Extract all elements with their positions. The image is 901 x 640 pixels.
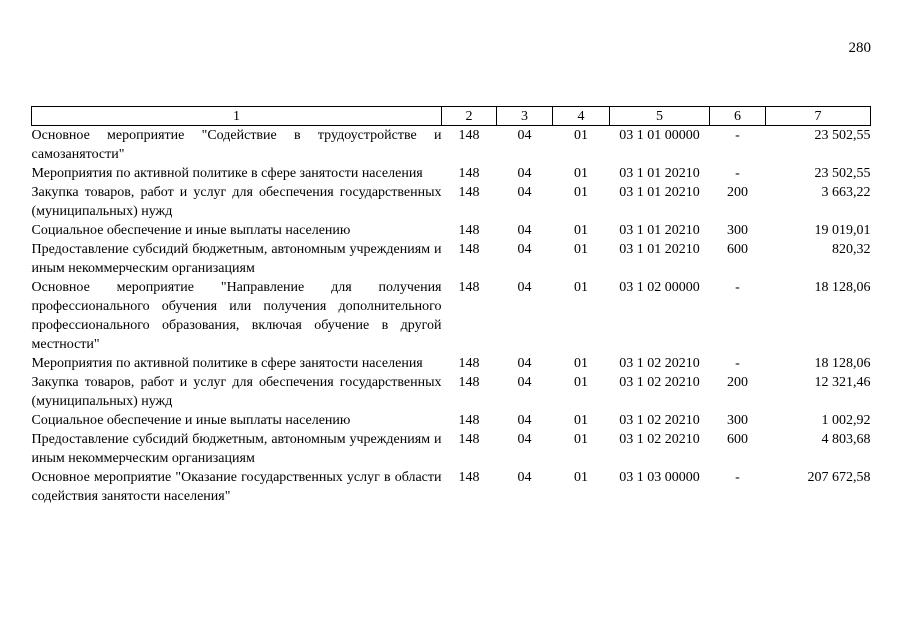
row-vr-cell: 200	[727, 375, 748, 390]
column-header: 4	[553, 107, 610, 126]
row-name-cell: Основное мероприятие "Оказание государственных услуг в области содействия занятости населения"	[31, 470, 442, 504]
row-rz-cell: 04	[517, 432, 532, 447]
row-sum-cell: 23 502,55	[814, 128, 871, 143]
column-header: 3	[497, 107, 553, 126]
table-row	[32, 240, 871, 278]
row-pr-cell: 01	[574, 413, 588, 428]
budget-table	[31, 106, 871, 506]
table-row	[32, 183, 871, 221]
column-header: 2	[442, 107, 497, 126]
row-sum-cell: 820,32	[832, 242, 871, 257]
row-pr-cell: 01	[574, 128, 588, 143]
row-vr-cell: -	[735, 356, 740, 371]
row-rz-cell: 04	[517, 375, 532, 390]
row-vr-cell: -	[735, 166, 740, 181]
row-vr-cell: -	[735, 470, 740, 485]
row-ved-cell: 148	[458, 280, 480, 295]
row-sum-cell: 3 663,22	[821, 185, 871, 200]
column-header: 1	[32, 107, 442, 126]
row-ved-cell: 148	[458, 242, 480, 257]
row-ved-cell: 148	[458, 128, 480, 143]
row-sum-cell: 23 502,55	[814, 166, 871, 181]
row-csr-cell: 03 1 02 20210	[619, 356, 700, 371]
row-csr-cell: 03 1 02 20210	[619, 413, 700, 428]
row-ved-cell: 148	[458, 223, 480, 238]
row-ved-cell: 148	[458, 185, 480, 200]
row-ved-cell: 148	[458, 375, 480, 390]
row-rz-cell: 04	[517, 185, 532, 200]
table-row	[32, 411, 871, 430]
row-name-cell: Предоставление субсидий бюджетным, автономным учреждениям и иным некоммерческим организациям	[31, 432, 442, 466]
row-pr-cell: 01	[574, 356, 588, 371]
row-vr-cell: 300	[727, 223, 748, 238]
row-rz-cell: 04	[517, 356, 532, 371]
table-row	[32, 430, 871, 468]
row-vr-cell: 600	[727, 432, 748, 447]
row-csr-cell: 03 1 01 20210	[619, 166, 700, 181]
row-name-cell: Мероприятия по активной политике в сфере занятости населения	[31, 356, 423, 371]
row-name-cell: Предоставление субсидий бюджетным, автономным учреждениям и иным некоммерческим организациям	[31, 242, 442, 276]
row-vr-cell: 200	[727, 185, 748, 200]
row-csr-cell: 03 1 01 20210	[619, 223, 700, 238]
row-ved-cell: 148	[458, 470, 480, 485]
column-header: 7	[766, 107, 871, 126]
row-rz-cell: 04	[517, 280, 532, 295]
row-csr-cell: 03 1 01 20210	[619, 242, 700, 257]
table-row	[32, 373, 871, 411]
row-rz-cell: 04	[517, 413, 532, 428]
row-rz-cell: 04	[517, 166, 532, 181]
row-rz-cell: 04	[517, 470, 532, 485]
table-row	[32, 126, 871, 165]
row-pr-cell: 01	[574, 280, 588, 295]
row-ved-cell: 148	[458, 356, 480, 371]
row-sum-cell: 207 672,58	[807, 470, 871, 485]
row-csr-cell: 03 1 03 00000	[619, 470, 700, 485]
row-name-cell: Социальное обеспечение и иные выплаты населению	[31, 223, 351, 238]
row-csr-cell: 03 1 01 20210	[619, 185, 700, 200]
row-sum-cell: 18 128,06	[814, 280, 871, 295]
row-pr-cell: 01	[574, 223, 588, 238]
table-header-row	[32, 107, 871, 126]
row-pr-cell: 01	[574, 166, 588, 181]
row-rz-cell: 04	[517, 242, 532, 257]
row-name-cell: Социальное обеспечение и иные выплаты населению	[31, 413, 351, 428]
table-row	[32, 468, 871, 506]
row-pr-cell: 01	[574, 470, 588, 485]
row-vr-cell: -	[735, 128, 740, 143]
table-row	[32, 221, 871, 240]
row-rz-cell: 04	[517, 223, 532, 238]
page-number: 280	[848, 40, 871, 56]
row-sum-cell: 18 128,06	[814, 356, 871, 371]
row-csr-cell: 03 1 02 20210	[619, 375, 700, 390]
row-sum-cell: 1 002,92	[821, 413, 871, 428]
row-ved-cell: 148	[458, 166, 480, 181]
row-sum-cell: 19 019,01	[814, 223, 871, 238]
row-csr-cell: 03 1 01 00000	[619, 128, 700, 143]
table-row	[32, 354, 871, 373]
row-name-cell: Закупка товаров, работ и услуг для обеспечения государственных (муниципальных) нужд	[31, 185, 442, 219]
row-csr-cell: 03 1 02 00000	[619, 280, 700, 295]
row-pr-cell: 01	[574, 432, 588, 447]
column-header: 6	[710, 107, 766, 126]
row-name-cell: Мероприятия по активной политике в сфере занятости населения	[31, 166, 423, 181]
row-name-cell: Основное мероприятие "Содействие в трудоустройстве и самозанятости"	[31, 128, 442, 162]
row-rz-cell: 04	[517, 128, 532, 143]
row-pr-cell: 01	[574, 375, 588, 390]
row-sum-cell: 12 321,46	[814, 375, 871, 390]
row-vr-cell: 600	[727, 242, 748, 257]
column-header: 5	[610, 107, 710, 126]
row-ved-cell: 148	[458, 432, 480, 447]
row-pr-cell: 01	[574, 185, 588, 200]
table-row	[32, 278, 871, 354]
row-name-cell: Закупка товаров, работ и услуг для обеспечения государственных (муниципальных) нужд	[31, 375, 442, 409]
row-csr-cell: 03 1 02 20210	[619, 432, 700, 447]
row-pr-cell: 01	[574, 242, 588, 257]
row-vr-cell: -	[735, 280, 740, 295]
table-row	[32, 164, 871, 183]
row-name-cell: Основное мероприятие "Направление для получения профессионального обучения или получения дополнительного профессионального образования, включая обучение в другой местности"	[31, 280, 442, 352]
row-ved-cell: 148	[458, 413, 480, 428]
row-sum-cell: 4 803,68	[821, 432, 871, 447]
row-vr-cell: 300	[727, 413, 748, 428]
